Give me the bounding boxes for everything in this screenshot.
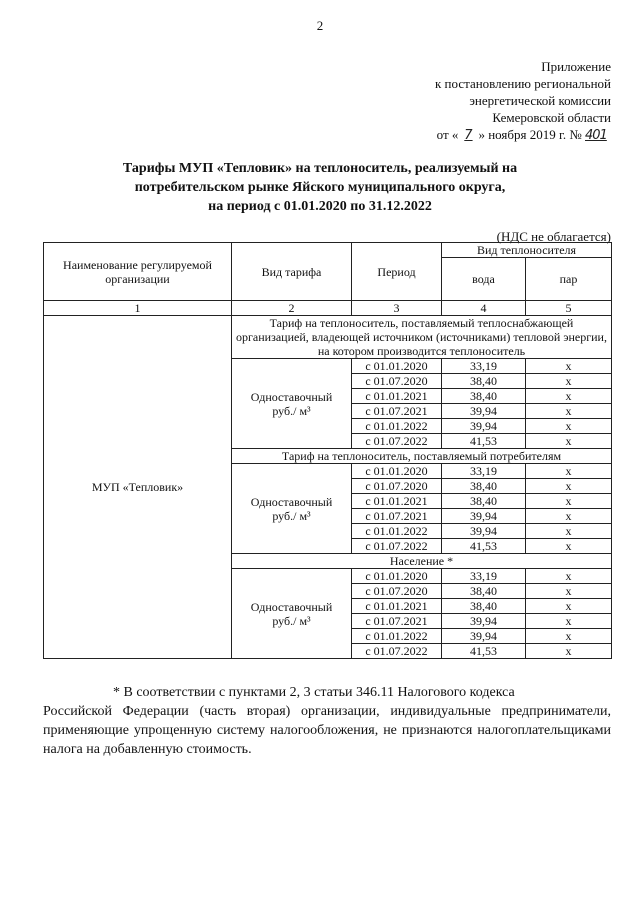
header-water: вода	[442, 258, 526, 301]
index-cell: 3	[352, 301, 442, 316]
footnote	[43, 683, 611, 759]
period-cell: с 01.07.2022	[352, 539, 442, 554]
tariff-type-cell	[232, 569, 352, 659]
annex-line-3: энергетической комиссии	[469, 93, 611, 108]
water-value-cell: 38,40	[442, 479, 526, 494]
period-cell: с 01.01.2022	[352, 419, 442, 434]
steam-value-cell: х	[526, 494, 612, 509]
steam-value-cell: х	[526, 599, 612, 614]
tariff-unit-label: руб./ м³	[272, 403, 311, 418]
water-value-cell: 38,40	[442, 584, 526, 599]
steam-value-cell: х	[526, 404, 612, 419]
tariff-type-label: Одноставочный	[250, 599, 333, 614]
document-title	[40, 159, 600, 216]
tariff-unit-label: руб./ м³	[272, 613, 311, 628]
annex-date-line	[311, 126, 611, 144]
header-period: Период	[352, 243, 442, 301]
header-carrier: Вид теплоносителя	[442, 243, 612, 258]
water-value-cell: 39,94	[442, 419, 526, 434]
section-title: Тариф на теплоноситель, поставляемый потребителям	[232, 449, 612, 464]
steam-value-cell: х	[526, 434, 612, 449]
water-value-cell: 38,40	[442, 494, 526, 509]
period-cell: с 01.07.2021	[352, 614, 442, 629]
steam-value-cell: х	[526, 569, 612, 584]
header-tariff-type: Вид тарифа	[232, 243, 352, 301]
section-row	[44, 316, 612, 359]
water-value-cell: 39,94	[442, 524, 526, 539]
steam-value-cell: х	[526, 629, 612, 644]
water-value-cell: 33,19	[442, 359, 526, 374]
annex-line-4: Кемеровской области	[492, 110, 611, 125]
index-cell: 4	[442, 301, 526, 316]
title-line-2: потребительском рынке Яйского муниципального округа,	[134, 180, 506, 195]
water-value-cell: 38,40	[442, 389, 526, 404]
period-cell: с 01.07.2021	[352, 404, 442, 419]
section-title: Население *	[232, 554, 612, 569]
footnote-first-line: * В соответствии с пунктами 2, 3 статьи 346.11 Налогового кодекса	[113, 685, 515, 700]
steam-value-cell: х	[526, 614, 612, 629]
annex-header	[311, 58, 611, 144]
header-org: Наименование регулируемой организации	[44, 243, 232, 301]
period-cell: с 01.07.2020	[352, 479, 442, 494]
handwritten-day: 7	[464, 128, 473, 143]
steam-value-cell: х	[526, 464, 612, 479]
page-number: 2	[316, 18, 324, 33]
steam-value-cell: х	[526, 539, 612, 554]
tariff-type-label: Одноставочный	[250, 494, 333, 509]
handwritten-number: 401	[585, 128, 607, 143]
steam-value-cell: х	[526, 419, 612, 434]
annex-line-2: к постановлению региональной	[434, 76, 611, 91]
tariff-table	[43, 242, 612, 659]
period-cell: с 01.01.2022	[352, 629, 442, 644]
period-cell: с 01.01.2020	[352, 464, 442, 479]
tariff-type-cell	[232, 464, 352, 554]
index-cell: 1	[44, 301, 232, 316]
period-cell: с 01.07.2021	[352, 509, 442, 524]
water-value-cell: 39,94	[442, 509, 526, 524]
organization-cell: МУП «Тепловик»	[44, 316, 232, 659]
index-cell: 2	[232, 301, 352, 316]
steam-value-cell: х	[526, 389, 612, 404]
period-cell: с 01.01.2021	[352, 389, 442, 404]
water-value-cell: 39,94	[442, 629, 526, 644]
title-line-3: на период с 01.01.2020 по 31.12.2022	[208, 199, 432, 214]
water-value-cell: 33,19	[442, 464, 526, 479]
steam-value-cell: х	[526, 644, 612, 659]
water-value-cell: 41,53	[442, 539, 526, 554]
period-cell: с 01.01.2021	[352, 494, 442, 509]
tariff-type-label: Одноставочный	[250, 389, 333, 404]
header-steam: пар	[526, 258, 612, 301]
steam-value-cell: х	[526, 584, 612, 599]
period-cell: с 01.01.2021	[352, 599, 442, 614]
period-cell: с 01.07.2020	[352, 374, 442, 389]
water-value-cell: 38,40	[442, 599, 526, 614]
steam-value-cell: х	[526, 524, 612, 539]
period-cell: с 01.01.2020	[352, 569, 442, 584]
water-value-cell: 41,53	[442, 434, 526, 449]
steam-value-cell: х	[526, 359, 612, 374]
steam-value-cell: х	[526, 479, 612, 494]
tariff-type-cell	[232, 359, 352, 449]
period-cell: с 01.07.2020	[352, 584, 442, 599]
vat-note: (НДС не облагается)	[496, 229, 611, 244]
date-prefix: от «	[436, 127, 459, 142]
tariff-unit-label: руб./ м³	[272, 508, 311, 523]
steam-value-cell: х	[526, 374, 612, 389]
title-line-1: Тарифы МУП «Тепловик» на теплоноситель, реализуемый на	[122, 161, 518, 176]
date-middle: » ноября 2019 г. №	[478, 127, 582, 142]
water-value-cell: 39,94	[442, 404, 526, 419]
footnote-continuation: Российской Федерации (часть вторая) организации, индивидуальные предприниматели, применяющие упрощенную систему налогообложения, не признаются налогоплательщиками налога на добавленную стоимость.	[43, 704, 611, 757]
section-title: Тариф на теплоноситель, поставляемый теплоснабжающей организацией, владеющей источником (источниками) тепловой энергии, на котором производится теплоноситель	[232, 316, 612, 359]
index-cell: 5	[526, 301, 612, 316]
period-cell: с 01.01.2020	[352, 359, 442, 374]
period-cell: с 01.07.2022	[352, 644, 442, 659]
annex-line-1: Приложение	[541, 59, 611, 74]
period-cell: с 01.01.2022	[352, 524, 442, 539]
period-cell: с 01.07.2022	[352, 434, 442, 449]
water-value-cell: 41,53	[442, 644, 526, 659]
water-value-cell: 39,94	[442, 614, 526, 629]
water-value-cell: 33,19	[442, 569, 526, 584]
water-value-cell: 38,40	[442, 374, 526, 389]
steam-value-cell: х	[526, 509, 612, 524]
